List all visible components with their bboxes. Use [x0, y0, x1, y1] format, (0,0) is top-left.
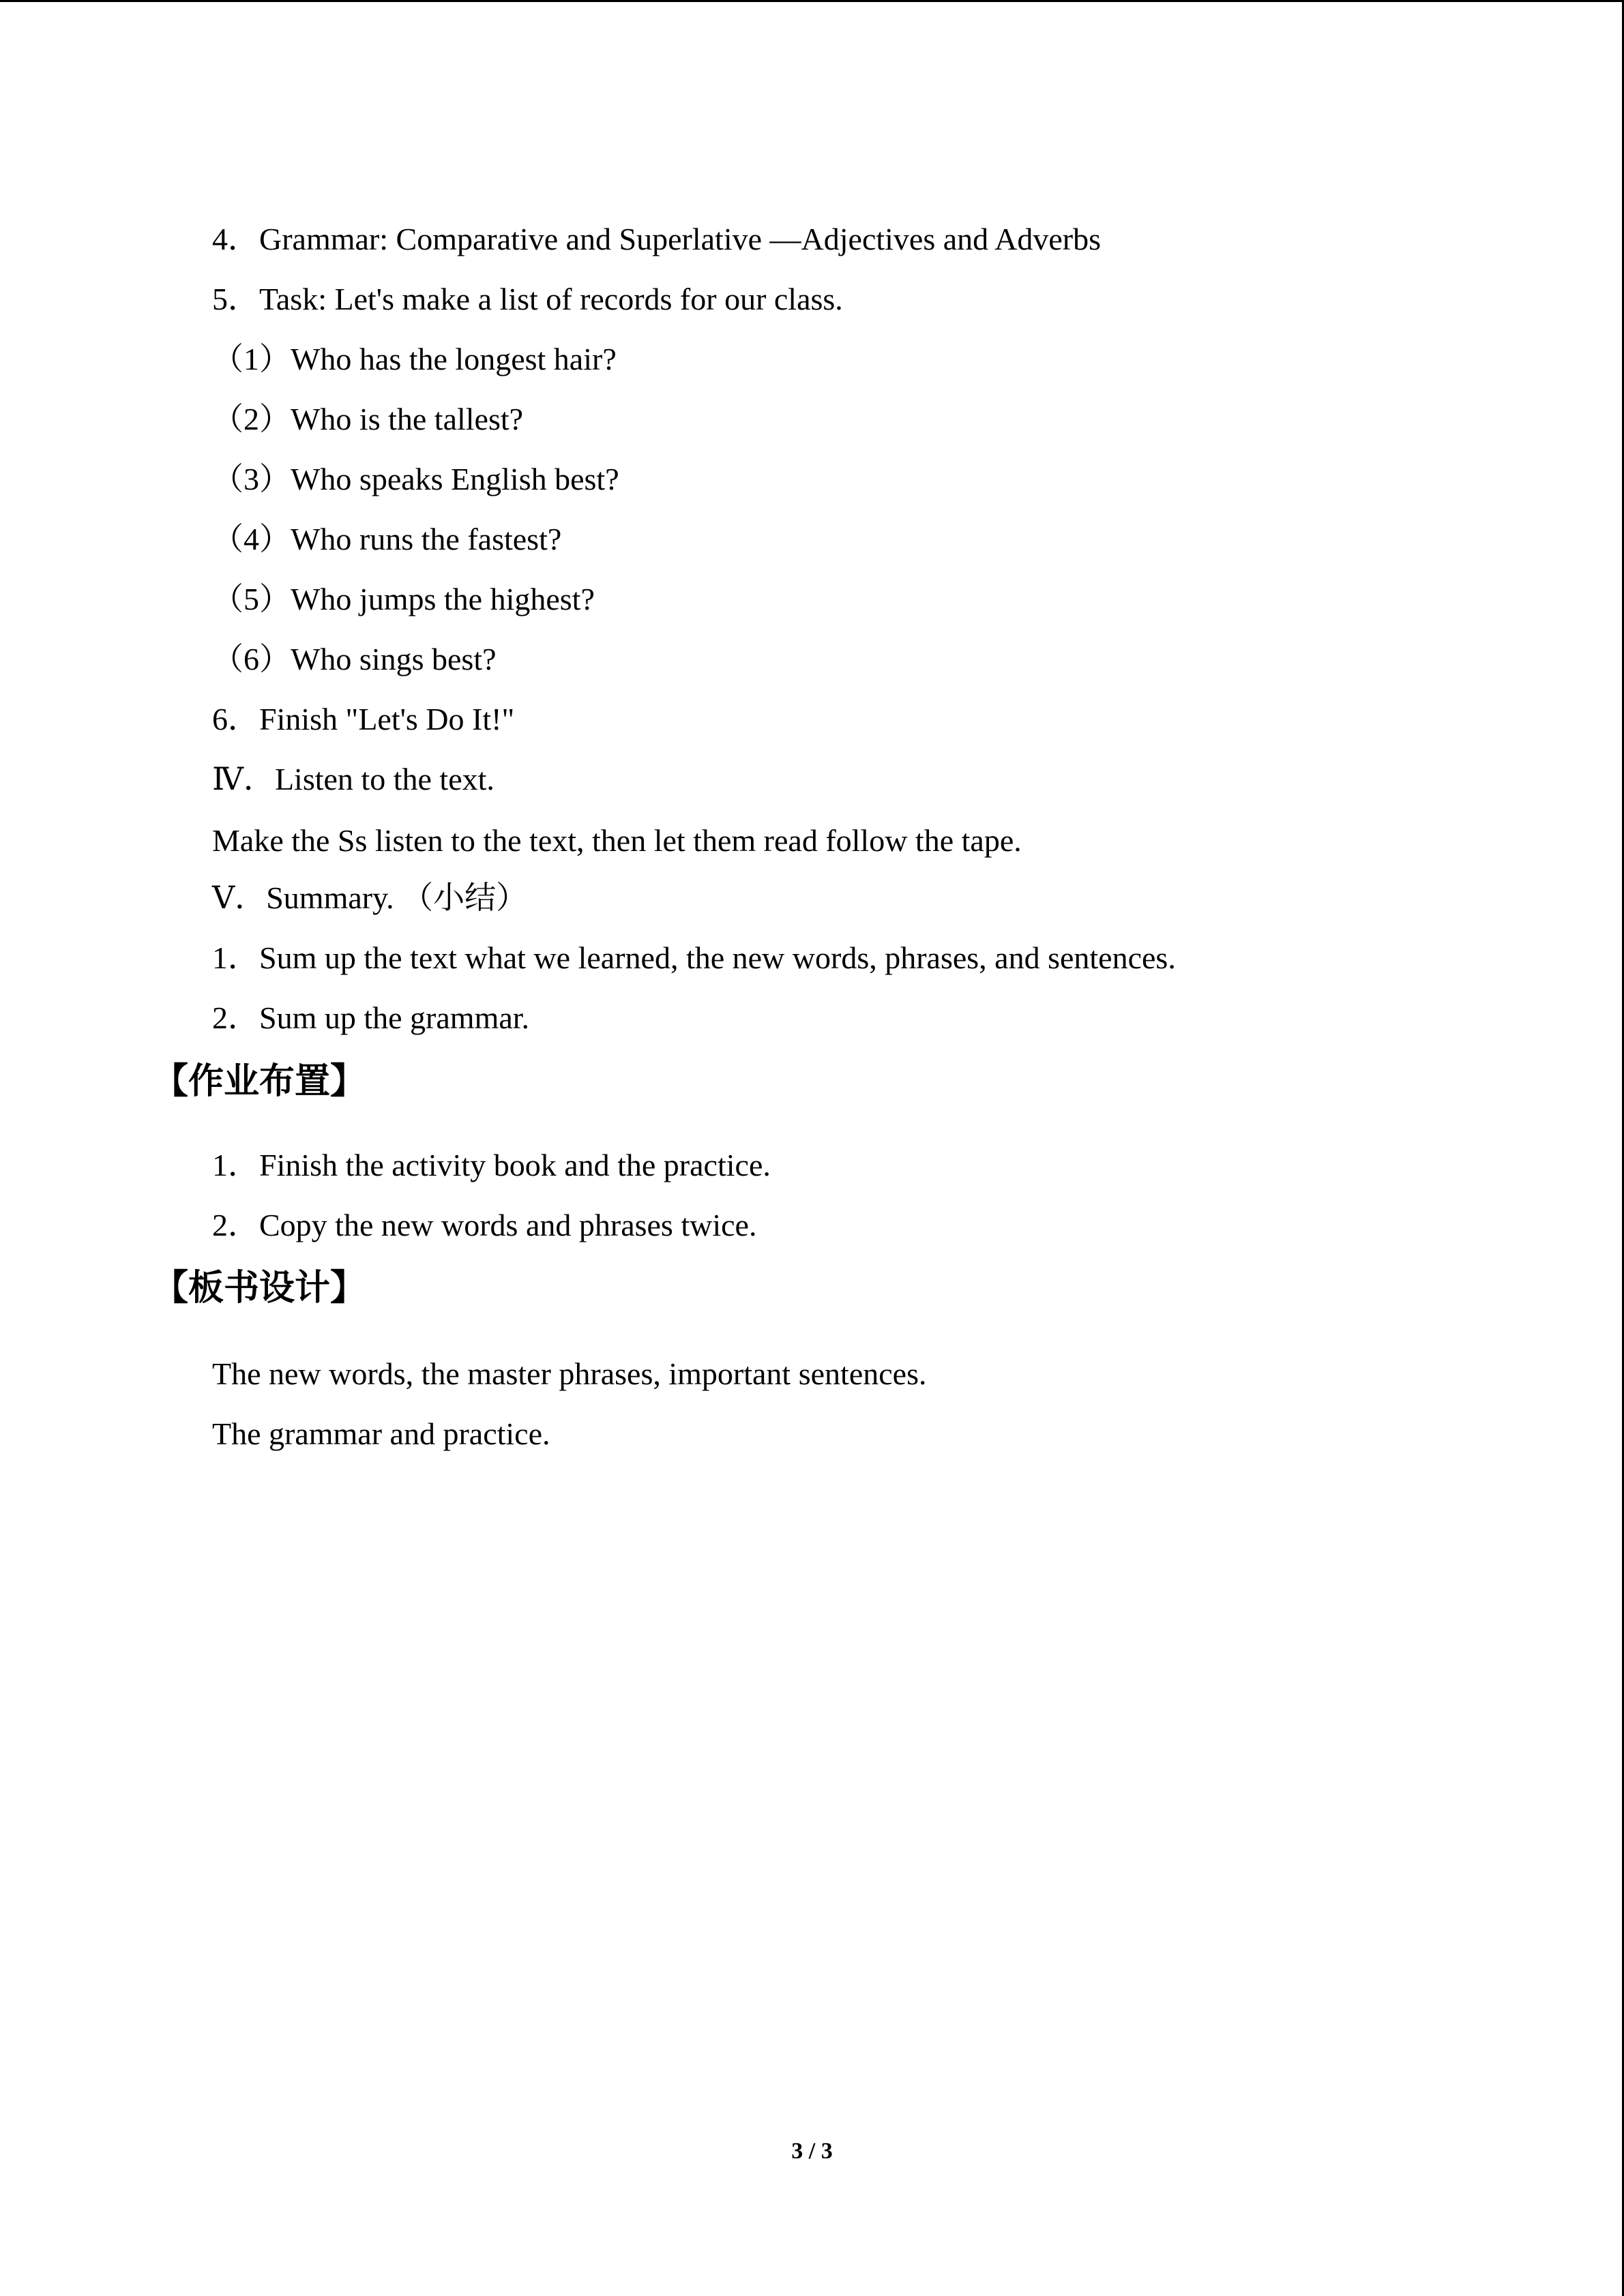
homework-heading: 【作业布置】 — [153, 1061, 366, 1102]
board-design-heading: 【板书设计】 — [153, 1268, 366, 1309]
task-question-1: （1）Who has the longest hair? — [212, 342, 617, 376]
homework-item-2: 2．Copy the new words and phrases twice. — [212, 1208, 757, 1242]
board-design-line-2: The grammar and practice. — [212, 1416, 550, 1451]
summary-item-2: 2．Sum up the grammar. — [212, 1000, 530, 1035]
board-design-line-1: The new words, the master phrases, important sentences. — [212, 1356, 927, 1391]
section-iv-text: Make the Ss listen to the text, then let them read follow the tape. — [212, 823, 1022, 858]
task-question-2: （2）Who is the tallest? — [212, 402, 524, 436]
task-question-6: （6）Who sings best? — [212, 642, 497, 676]
task-question-5: （5）Who jumps the highest? — [212, 582, 595, 616]
grammar-item: 4．Grammar: Comparative and Superlative —Adjectives and Adverbs — [212, 222, 1101, 256]
homework-item-1: 1．Finish the activity book and the practice. — [212, 1148, 771, 1182]
summary-item-1: 1．Sum up the text what we learned, the new words, phrases, and sentences. — [212, 940, 1176, 975]
task-item: 5．Task: Let's make a list of records for our class. — [212, 282, 843, 316]
section-v-title: Ⅴ．Summary. （小结） — [212, 880, 528, 915]
task-question-3: （3）Who speaks English best? — [212, 462, 619, 496]
finish-lets-do-it-item: 6．Finish "Let's Do It!" — [212, 702, 515, 736]
section-iv-title: Ⅳ．Listen to the text. — [212, 762, 494, 796]
page-number: 3 / 3 — [791, 2138, 833, 2164]
task-question-4: （4）Who runs the fastest? — [212, 522, 562, 556]
